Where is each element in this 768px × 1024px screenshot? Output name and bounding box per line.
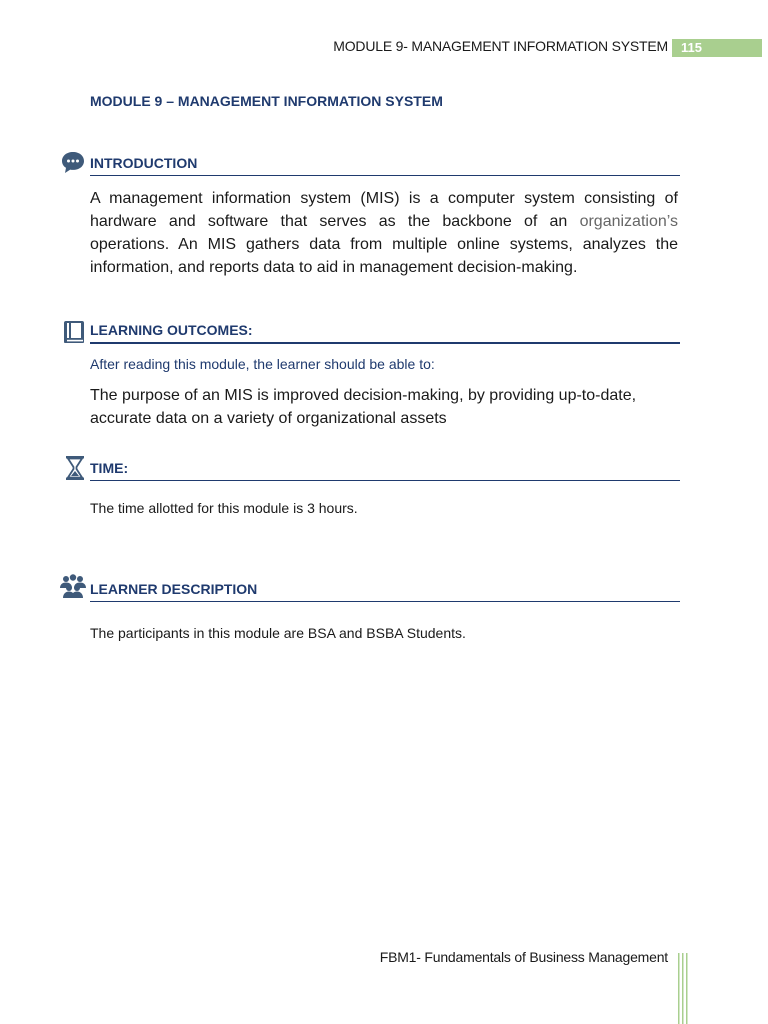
introduction-body-organization: organization’s <box>579 213 678 230</box>
hourglass-icon <box>63 455 87 481</box>
time-heading: TIME: <box>90 460 680 481</box>
introduction-heading: INTRODUCTION <box>90 155 680 176</box>
learning-outcomes-heading: LEARNING OUTCOMES: <box>90 322 680 344</box>
introduction-body-part-1: A management information system (MIS) is a computer system consisting of hardware and software that serves as the backbone of an <box>90 190 678 230</box>
running-footer: FBM1- Fundamentals of Business Management <box>379 949 668 965</box>
running-header: MODULE 9- MANAGEMENT INFORMATION SYSTEM <box>333 38 668 54</box>
introduction-body <box>90 187 678 279</box>
learner-description-body: The participants in this module are BSA and BSBA Students. <box>90 625 466 641</box>
module-title: MODULE 9 – MANAGEMENT INFORMATION SYSTEM <box>90 93 443 109</box>
learning-outcomes-body: The purpose of an MIS is improved decision-making, by providing up-to-date, accurate data on a variety of organizational assets <box>90 387 637 427</box>
introduction-body-part-2: operations. An MIS gathers data from multiple online systems, analyzes the information, and reports data to aid in management decision-making. <box>90 236 678 276</box>
time-body: The time allotted for this module is 3 hours. <box>90 500 358 516</box>
speech-bubble-icon <box>60 150 86 176</box>
learner-description-heading: LEARNER DESCRIPTION <box>90 581 680 602</box>
footer-decoration <box>677 953 689 1024</box>
book-icon <box>61 319 87 345</box>
page-number-badge: 115 <box>672 39 762 57</box>
group-icon <box>58 573 88 599</box>
learning-outcomes-lead: After reading this module, the learner should be able to: <box>90 356 435 372</box>
